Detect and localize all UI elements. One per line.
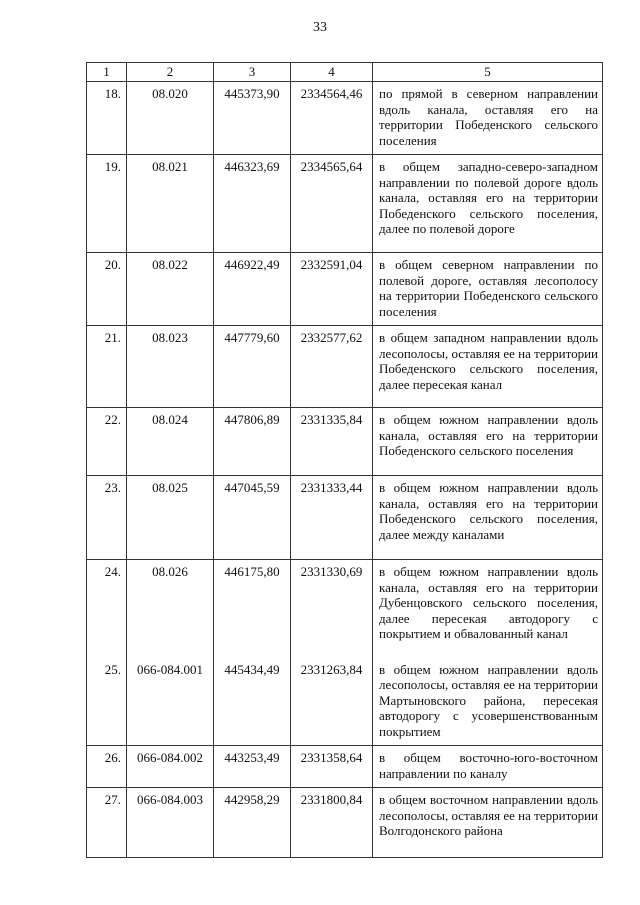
coord-x: 446175,80 (214, 560, 291, 658)
coord-x: 446323,69 (214, 155, 291, 253)
header-col-3: 3 (214, 63, 291, 82)
coord-y: 2334565,64 (291, 155, 373, 253)
coord-x: 443253,49 (214, 746, 291, 788)
row-number: 18. (87, 82, 127, 155)
coord-x: 445434,49 (214, 658, 291, 746)
coord-x: 442958,29 (214, 788, 291, 858)
direction-description: в общем западно-северо-западном направлении по полевой дороге вдоль канала, оставляя его на территории Победенского сельского поселения, далее по полевой дороге (373, 155, 603, 253)
point-id: 08.024 (127, 408, 214, 476)
table-row (87, 476, 603, 560)
row-number: 27. (87, 788, 127, 858)
header-col-2: 2 (127, 63, 214, 82)
table-row (87, 658, 603, 746)
row-number: 24. (87, 560, 127, 658)
coord-x: 447045,59 (214, 476, 291, 560)
row-number: 26. (87, 746, 127, 788)
table-row (87, 253, 603, 326)
row-number: 21. (87, 326, 127, 408)
coord-y: 2334564,46 (291, 82, 373, 155)
page-number: 33 (313, 20, 327, 35)
table-header (87, 63, 603, 82)
direction-description: в общем южном направлении вдоль канала, оставляя его на территории Победенского сельского поселения, далее между каналами (373, 476, 603, 560)
row-number: 22. (87, 408, 127, 476)
table-row (87, 82, 603, 155)
coord-x: 445373,90 (214, 82, 291, 155)
direction-description: в общем южном направлении вдоль лесополосы, оставляя ее на территории Мартыновского района, пересекая автодорогу с усовершенствованным покрытием (373, 658, 603, 746)
coord-y: 2331330,69 (291, 560, 373, 658)
coord-y: 2331263,84 (291, 658, 373, 746)
coord-y: 2332591,04 (291, 253, 373, 326)
point-id: 08.020 (127, 82, 214, 155)
row-number: 20. (87, 253, 127, 326)
header-col-5: 5 (373, 63, 603, 82)
point-id: 08.026 (127, 560, 214, 658)
point-id: 066-084.002 (127, 746, 214, 788)
point-id: 08.021 (127, 155, 214, 253)
point-id: 08.023 (127, 326, 214, 408)
direction-description: по прямой в северном направлении вдоль канала, оставляя его на территории Победенского сельского поселения (373, 82, 603, 155)
header-row (87, 63, 603, 82)
point-id: 066-084.001 (127, 658, 214, 746)
table-row (87, 746, 603, 788)
row-number: 25. (87, 658, 127, 746)
boundary-points-table (86, 62, 603, 858)
table-row (87, 326, 603, 408)
table-row (87, 560, 603, 658)
point-id: 08.022 (127, 253, 214, 326)
row-number: 23. (87, 476, 127, 560)
header-col-1: 1 (87, 63, 127, 82)
direction-description: в общем южном направлении вдоль канала, оставляя его на территории Дубенцовского сельского поселения, далее пересекая автодорогу с покрытием и обвалованный канал (373, 560, 603, 658)
direction-description: в общем восточном направлении вдоль лесополосы, оставляя ее на территории Волгодонского района (373, 788, 603, 858)
point-id: 08.025 (127, 476, 214, 560)
direction-description: в общем западном направлении вдоль лесополосы, оставляя ее на территории Победенского сельского поселения, далее пересекая канал (373, 326, 603, 408)
direction-description: в общем восточно-юго-восточном направлении по каналу (373, 746, 603, 788)
coord-y: 2331333,44 (291, 476, 373, 560)
coord-y: 2331358,64 (291, 746, 373, 788)
header-col-4: 4 (291, 63, 373, 82)
table-row (87, 155, 603, 253)
coord-x: 446922,49 (214, 253, 291, 326)
coord-x: 447806,89 (214, 408, 291, 476)
table-row (87, 408, 603, 476)
direction-description: в общем северном направлении по полевой дороге, оставляя лесополосу на территории Победенского сельского поселения (373, 253, 603, 326)
table-row (87, 788, 603, 858)
coord-y: 2332577,62 (291, 326, 373, 408)
coord-x: 447779,60 (214, 326, 291, 408)
row-number: 19. (87, 155, 127, 253)
table-body (87, 82, 603, 858)
point-id: 066-084.003 (127, 788, 214, 858)
direction-description: в общем южном направлении вдоль канала, оставляя его на территории Победенского сельского поселения (373, 408, 603, 476)
coord-y: 2331800,84 (291, 788, 373, 858)
coord-y: 2331335,84 (291, 408, 373, 476)
